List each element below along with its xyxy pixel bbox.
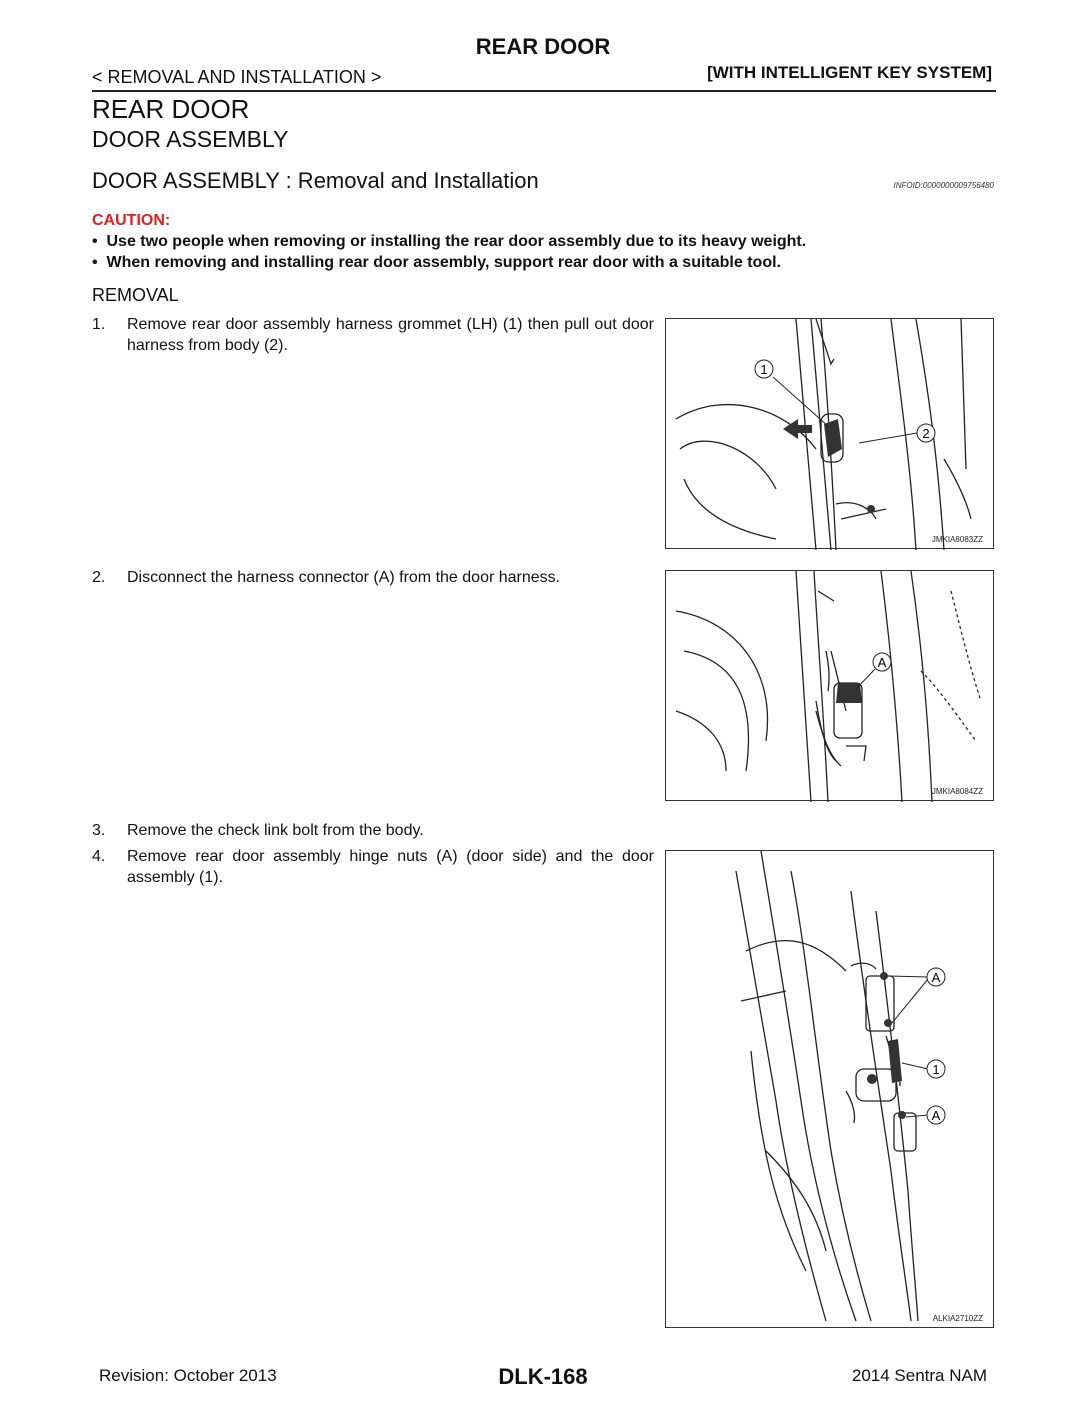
step-text: Remove rear door assembly harness grommet (LH) (1) then pull out door harness from body (2). <box>127 316 654 354</box>
figure-code: ALKIA2710ZZ <box>932 1314 983 1323</box>
info-id: INFOID:0000000009756480 <box>893 181 994 190</box>
step-item <box>92 820 654 841</box>
removal-heading: REMOVAL <box>92 285 179 305</box>
procedure-title: DOOR ASSEMBLY : Removal and Installation <box>92 168 539 193</box>
step-text: Remove rear door assembly hinge nuts (A) (door side) and the door assembly (1). <box>127 848 654 886</box>
step-item <box>92 846 654 888</box>
caution-item: • When removing and installing rear door assembly, support rear door with a suitable tool. <box>92 254 781 271</box>
system-label: [WITH INTELLIGENT KEY SYSTEM] <box>707 63 992 82</box>
breadcrumb: < REMOVAL AND INSTALLATION > <box>92 67 382 87</box>
figure-door-hinge <box>665 850 994 1328</box>
callout-a: A <box>877 655 887 670</box>
step-text: Disconnect the harness connector (A) from the door harness. <box>127 569 561 586</box>
caution-text: Use two people when removing or installing the rear door assembly due to its heavy weight. <box>106 233 807 250</box>
step-item <box>92 567 654 588</box>
callout-a: A <box>931 1108 941 1123</box>
figure-harness-grommet <box>665 318 994 549</box>
caution-item: • Use two people when removing or installing the rear door assembly due to its heavy weight. <box>92 233 807 250</box>
caution-text: When removing and installing rear door assembly, support rear door with a suitable tool. <box>106 254 781 271</box>
step-item <box>92 314 654 356</box>
step-number: 2. <box>92 569 106 586</box>
harness-connector-illustration <box>666 571 995 802</box>
callout-a: A <box>931 970 941 985</box>
figure-harness-connector <box>665 570 994 801</box>
subsection-title: DOOR ASSEMBLY <box>92 126 289 152</box>
step-text: Remove the check link bolt from the body. <box>127 822 424 839</box>
header-title: REAR DOOR <box>475 34 611 59</box>
header-divider <box>92 90 996 92</box>
section-title: REAR DOOR <box>92 94 250 124</box>
page-number: DLK-168 <box>498 1364 588 1389</box>
footer-model: 2014 Sentra NAM <box>851 1366 987 1385</box>
figure-code: JMKIA8083ZZ <box>931 535 983 544</box>
door-hinge-illustration <box>666 851 995 1329</box>
step-number: 1. <box>92 316 106 333</box>
step-number: 3. <box>92 822 106 839</box>
step-number: 4. <box>92 848 106 865</box>
figure-code: JMKIA8084ZZ <box>931 787 983 796</box>
callout-1: 1 <box>760 362 768 377</box>
footer-revision: Revision: October 2013 <box>99 1366 277 1385</box>
harness-grommet-illustration <box>666 319 995 550</box>
callout-1: 1 <box>932 1062 940 1077</box>
caution-label: CAUTION: <box>92 212 171 229</box>
callout-2: 2 <box>922 426 930 441</box>
